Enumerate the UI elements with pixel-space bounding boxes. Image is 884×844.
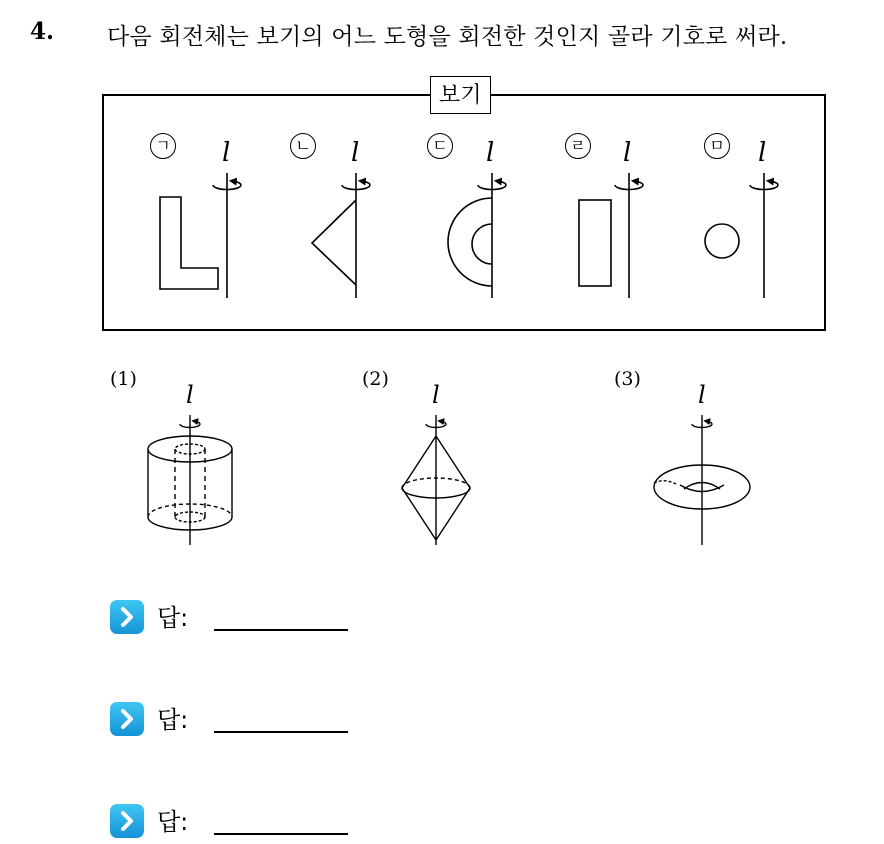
choice-axis-label-5: l: [758, 138, 767, 168]
choice-figure-4: [579, 173, 643, 298]
answer-field[interactable]: [214, 833, 348, 835]
choice-figure-2: [312, 173, 370, 298]
part-label-2: (2): [362, 368, 389, 390]
answer-field[interactable]: [214, 731, 348, 733]
choice-mark-4: ㄹ: [565, 133, 591, 159]
answer-label: 답:: [157, 808, 189, 836]
question-number: 4.: [30, 18, 55, 45]
choice-axis-label-4: l: [623, 138, 632, 168]
choice-mark-3: ㄷ: [427, 133, 453, 159]
part-label-1: (1): [110, 368, 137, 390]
choice-mark-2: ㄴ: [290, 133, 316, 159]
example-box-label: 보기: [430, 76, 491, 114]
circle-shape: [705, 224, 739, 258]
l-shape: [160, 197, 218, 289]
answer-field[interactable]: [214, 629, 348, 631]
question-text: 다음 회전체는 보기의 어느 도형을 회전한 것인지 골라 기호로 써라.: [107, 24, 788, 50]
choice-mark-5: ㅁ: [704, 133, 730, 159]
rectangle-shape: [579, 200, 611, 286]
choice-axis-label-1: l: [222, 138, 231, 168]
part-figure-1: [148, 415, 232, 545]
chevron-right-icon: [110, 600, 144, 634]
part-label-3: (3): [614, 368, 641, 390]
part-figure-2: [402, 415, 470, 545]
choice-figure-1: [160, 173, 241, 298]
part-axis-label-3: l: [698, 381, 706, 409]
choice-mark-1: ㄱ: [150, 133, 176, 159]
answer-label: 답:: [157, 706, 189, 734]
choice-figure-5: [705, 173, 778, 298]
chevron-right-icon: [110, 702, 144, 736]
choice-axis-label-2: l: [351, 138, 360, 168]
triangle-shape: [312, 200, 356, 285]
outer-arc: [448, 198, 492, 286]
part-figure-3: [654, 415, 750, 545]
choice-figure-3: [448, 173, 506, 298]
part-axis-label-1: l: [186, 381, 194, 409]
inner-arc: [472, 224, 492, 264]
chevron-right-icon: [110, 804, 144, 838]
part-axis-label-2: l: [432, 381, 440, 409]
choice-axis-label-3: l: [486, 138, 495, 168]
answer-label: 답:: [157, 604, 189, 632]
